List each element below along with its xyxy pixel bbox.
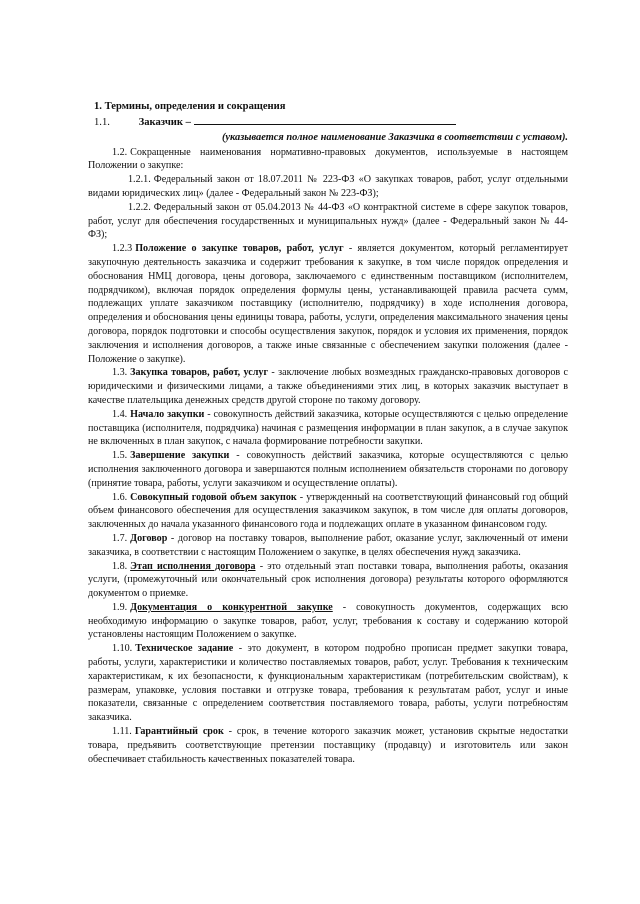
item-number: 1.7. — [112, 532, 128, 544]
definitions-list — [88, 146, 568, 767]
definition-paragraph — [88, 491, 568, 532]
definition-paragraph — [88, 201, 568, 242]
item-number: 1.2.1. — [128, 174, 151, 186]
item-text: - утвержденный на соответствующий финансовый год общий объем финансового обеспечения для осуществления заказчиком закупок, в том числе для оплаты договоров, заключенных до начала указанного финансового года и подлежащих оплате в указанном финансовом году. — [88, 491, 569, 531]
item-term: Этап исполнения договора — [130, 560, 256, 572]
customer-line — [88, 115, 568, 130]
item-text: - договор на поставку товаров, выполнение работ, оказание услуг, заключенный от имени заказчика, в соответствии с настоящим Положением о закупке, в целях обеспечения нужд заказчика. — [88, 532, 568, 558]
section-heading: 1. Термины, определения и сокращения — [94, 101, 286, 112]
item-term: Техническое задание — [135, 643, 234, 655]
definition-paragraph — [88, 366, 568, 407]
definition-paragraph — [88, 532, 568, 560]
item-term: Начало закупки — [130, 408, 205, 420]
item-term: Завершение закупки — [130, 450, 230, 462]
item-text: - это отдельный этап поставки товара, выполнения работы, оказания услуги, (промежуточный или окончательный срок исполнения договора) результаты которого оформляются документом о приемке. — [88, 560, 568, 600]
definition-paragraph — [88, 601, 568, 642]
item-term: Документация о конкурентной закупке — [130, 601, 333, 613]
fill-in-line — [194, 115, 456, 125]
item-number: 1.1. — [94, 116, 110, 128]
item-term: Заказчик – — [138, 116, 191, 128]
item-number: 1.4. — [112, 408, 128, 420]
item-number: 1.8. — [112, 560, 128, 572]
item-term: Договор — [130, 532, 168, 544]
item-text: - это документ, в котором подробно прописан предмет закупки товара, работы, услуги, характеристики и количество поставляемых товаров, работ, услуг. Требования к техническим характеристикам, к их безопасности, к функциональным характеристикам (потребительским свойствам), к размерам, упаковке, условия поставки и отгрузке товара, требования к результатам работ, услуг и иные показатели, связанные с определением соответствия поставляемого товара, работы, услуги потребностям заказчика. — [88, 643, 568, 724]
item-term: Закупка товаров, работ, услуг — [130, 367, 269, 379]
definition-paragraph — [88, 173, 568, 201]
item-term: Совокупный годовой объем закупок — [130, 491, 297, 503]
customer-note: (указывается полное наименование Заказчика в соответствии с уставом). — [221, 131, 568, 143]
document-body — [88, 100, 568, 766]
item-number: 1.2.3 — [112, 243, 133, 255]
item-text: - совокупность документов, содержащих всю необходимую информацию о закупке товаров, работ, услуг, требования к составу и содержанию которой установлены настоящим Положением о закупке. — [88, 601, 568, 641]
item-text: Федеральный закон от 05.04.2013 № 44-ФЗ «О контрактной системе в сфере закупок товаров, работ, услуг для обеспечения государственных и муниципальных нужд» (далее - Федеральный закон № 44-ФЗ); — [88, 201, 568, 241]
item-number: 1.2. — [112, 146, 128, 158]
item-number: 1.9. — [112, 601, 128, 613]
item-text: Сокращенные наименования нормативно-правовых документов, используемые в настоящем Положении о закупке: — [88, 146, 568, 172]
definition-paragraph — [88, 146, 568, 174]
item-text: Федеральный закон от 18.07.2011 № 223-ФЗ «О закупках товаров, работ, услуг отдельными видами юридических лиц» (далее - Федеральный закон № 223-ФЗ); — [88, 174, 568, 199]
item-number: 1.5. — [112, 450, 128, 462]
item-number: 1.6. — [112, 491, 128, 503]
definition-paragraph — [88, 242, 568, 366]
item-number: 1.3. — [112, 367, 128, 379]
item-number: 1.2.2. — [128, 201, 151, 213]
item-text: - является документом, который регламентирует закупочную деятельность заказчика и содержит требования к закупке, в том числе порядок определения и обоснования НМЦ договора, цены договора, заключаемого с единственным поставщиком (исполнителем, подрядчиком), включая порядок определения формулы цены, устанавливающей правила расчета сумм, подлежащих уплате заказчиком поставщику (исполнителю, подрядчику) в ходе исполнения договора, определения и обоснования цены единицы товара, работы, услуги, определения максимального значения цены договора, порядок подготовки и способы осуществления закупок, порядок и условия их применения, порядок заключения и исполнения договоров, а также иные связанные с обеспечением закупки положения (далее - Положение о закупке). — [88, 243, 568, 365]
item-text: - совокупность действий заказчика, которые осуществляются с целью исполнения заключенного договора и завершаются полным исполнением обязательств сторонами по договору (принятие товара, работы, услуги заказчиком и осуществление оплаты). — [88, 450, 568, 489]
definition-paragraph — [88, 408, 568, 449]
item-number: 1.10. — [112, 643, 133, 655]
item-term: Положение о закупке товаров, работ, услуг — [135, 243, 344, 255]
definition-paragraph — [88, 725, 568, 766]
item-number: 1.11. — [112, 726, 132, 738]
item-text: - срок, в течение которого заказчик может, установив скрытые недостатки товара, предъявить соответствующие претензии поставщику (продавцу) и изготовитель или закон обеспечивает стабильность качественных показателей товара. — [88, 726, 568, 765]
definition-paragraph — [88, 560, 568, 601]
item-term: Гарантийный срок — [134, 726, 224, 738]
definition-paragraph — [88, 449, 568, 490]
definition-paragraph — [88, 642, 568, 725]
item-text: - совокупность действий заказчика, которые осуществляются с целью определение поставщика (исполнителя, подрядчика) начиная с размещения информации в план закупок, а в случае закупок не включенных в план закупок, с начала формирование потребности закупки. — [88, 408, 568, 448]
item-text: - заключение любых возмездных гражданско-правовых договоров с юридическими и физическими лицами, а также объединениями этих лиц, в которых заказчик выступает в качестве плательщика денежных средств другой стороне по такому договору. — [88, 367, 568, 406]
